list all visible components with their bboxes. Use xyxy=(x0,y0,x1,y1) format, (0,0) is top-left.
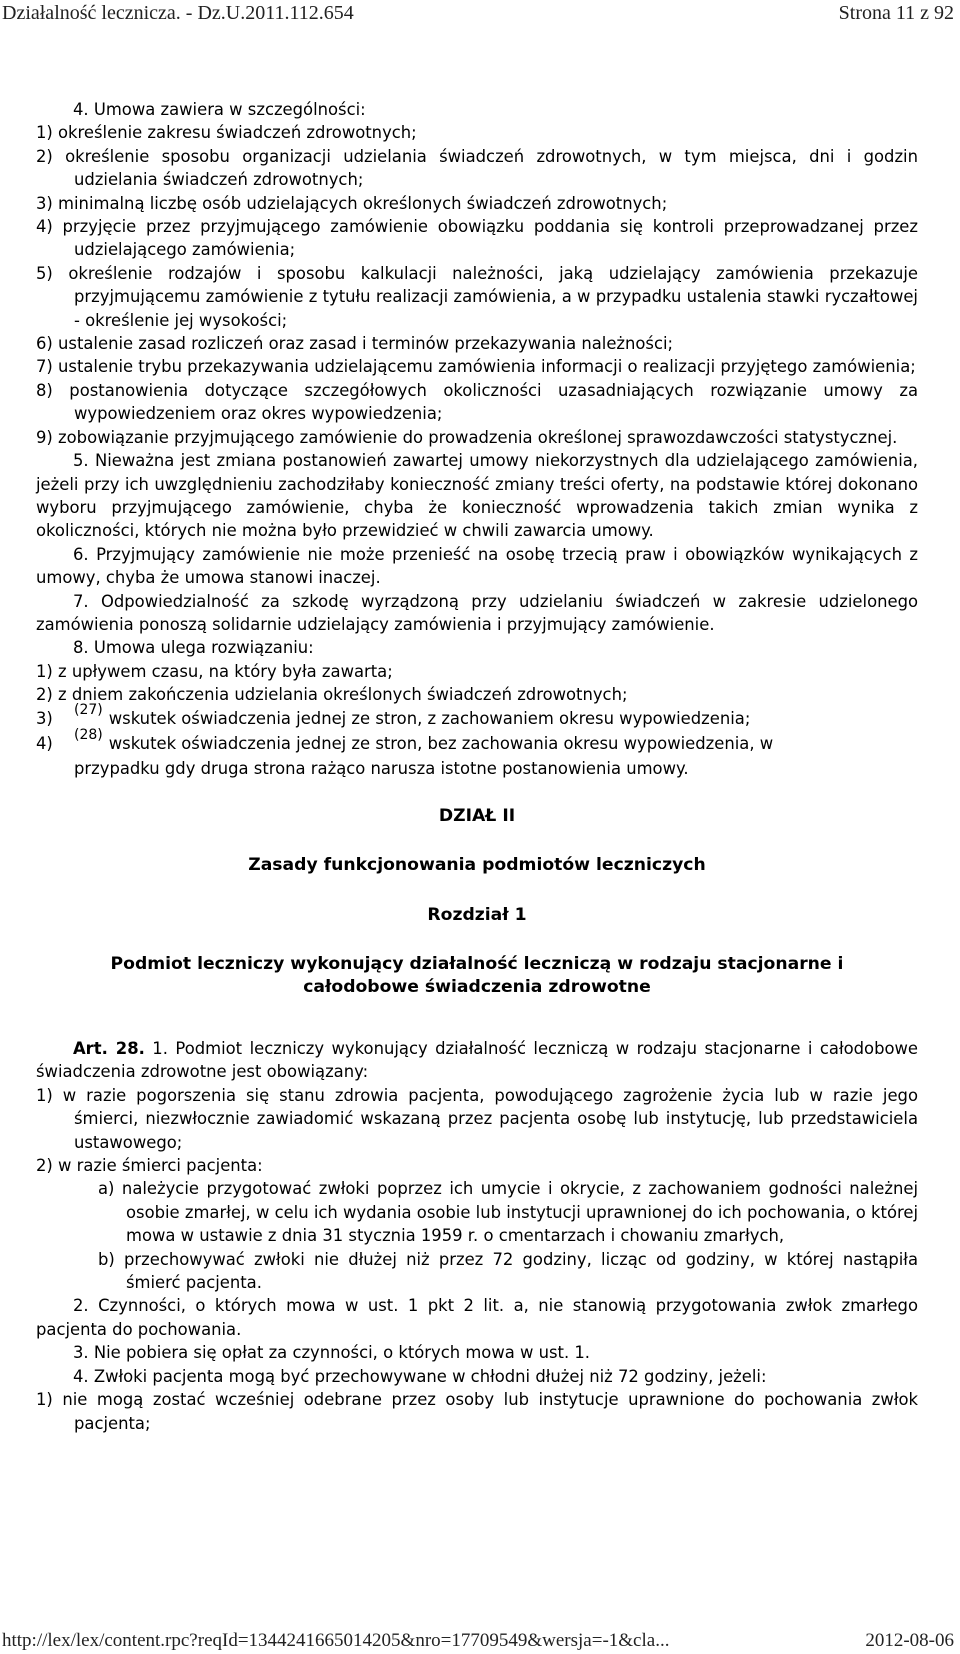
item-text: wskutek oświadczenia jednej ze stron, bez zachowania okresu wypowiedzenia, w xyxy=(108,733,774,753)
paragraph-4-intro: 4. Umowa zawiera w szczególności: xyxy=(73,100,366,119)
amendment-footnote-ref: (27) xyxy=(74,701,103,718)
article-28-paragraph-2: 2. Czynności, o których mowa w ust. 1 pkt 2 lit. a, nie stanowią przygotowania zwłok zmarłego pacjenta do pochowania. xyxy=(36,1296,918,1339)
sub-item: a) należycie przygotować zwłoki poprzez ich umycie i okrycie, z zachowaniem godności należnej osobie zmarłej, w celu ich wydania osobie lub instytucji uprawnionej do ich pochowania, o której mowa w ustawie z dnia 31 stycznia 1959 r. o cmentarzach i chowaniu zmarłych, xyxy=(98,1179,918,1246)
paragraph-8-intro: 8. Umowa ulega rozwiązaniu: xyxy=(73,638,314,658)
list-item: 1) nie mogą zostać wcześniej odebrane przez osoby lub instytucje uprawnione do pochowania zwłok pacjenta; xyxy=(36,1390,918,1433)
item-number: 4) xyxy=(36,733,53,753)
item-text: wskutek oświadczenia jednej ze stron, z zachowaniem okresu wypowiedzenia; xyxy=(108,708,751,728)
paragraph-text: 1. Podmiot leczniczy wykonujący działalność leczniczą w rodzaju stacjonarne i całodobowe świadczenia zdrowotne jest obowiązany: xyxy=(36,1039,918,1082)
list-item: 6) ustalenie zasad rozliczeń oraz zasad i terminów przekazywania należności; xyxy=(36,334,674,354)
page-footer xyxy=(2,1626,954,1652)
list-item: 5) określenie rodzajów i sposobu kalkulacji należności, jaką udzielający zamówienia przekazuje przyjmującemu zamówienie z tytułu realizacji zamówienia, a w przypadku ustalenia stawki ryczałtowej - określenie jej wysokości; xyxy=(36,263,918,330)
article-28-paragraph-4: 4. Zwłoki pacjenta mogą być przechowywane w chłodni dłużej niż 72 godziny, jeżeli: xyxy=(73,1366,767,1386)
chapter-title: Podmiot leczniczy wykonujący działalność leczniczą w rodzaju stacjonarne i całodobowe świadczenia zdrowotne xyxy=(110,954,844,997)
item-number: 3) xyxy=(36,708,53,728)
article-label: Art. 28. xyxy=(73,1039,145,1058)
page-header xyxy=(2,2,954,30)
division-title: Zasady funkcjonowania podmiotów leczniczych xyxy=(248,855,706,876)
list-item: 4) przyjęcie przez przyjmującego zamówienie obowiązku poddania się kontroli przeprowadzanej przez udzielającego zamówienia; xyxy=(36,217,918,260)
paragraph-5: 5. Nieważna jest zmiana postanowień zawartej umowy niekorzystnych dla udzielającego zamówienia, jeżeli przy ich uwzględnieniu zachodziłaby konieczność zmiany treści oferty, na podstawie której dokonano wyboru przyjmującego zamówienie, chyba że konieczność wprowadzenia takich zmian wynika z okoliczności, których nie można było przewidzieć w chwili zawarcia umowy. xyxy=(36,451,918,541)
article-28-paragraph-1 xyxy=(36,1037,918,1084)
amendment-footnote-ref: (28) xyxy=(74,726,103,743)
list-item-amended xyxy=(36,701,918,732)
document-body xyxy=(36,98,918,1435)
paragraph-6: 6. Przyjmujący zamówienie nie może przenieść na osobę trzecią praw i obowiązków wynikających z umowy, chyba że umowa stanowi inaczej. xyxy=(36,544,918,588)
list-item: 2) z dniem zakończenia udzielania określonych świadczeń zdrowotnych; xyxy=(36,685,628,705)
chapter-heading: Rozdział 1 xyxy=(427,904,527,925)
list-item: 1) określenie zakresu świadczeń zdrowotnych; xyxy=(36,123,417,143)
article-28-paragraph-3: 3. Nie pobiera się opłat za czynności, o których mowa w ust. 1. xyxy=(73,1343,591,1363)
sub-item: b) przechowywać zwłoki nie dłużej niż przez 72 godziny, licząc od godziny, w której nastąpiła śmierć pacjenta. xyxy=(98,1249,918,1293)
paragraph-7: 7. Odpowiedzialność za szkodę wyrządzoną przy udzielaniu świadczeń w zakresie udzielonego zamówienia ponoszą solidarnie udzielający zamówienia i przyjmujący zamówienie. xyxy=(36,591,918,634)
print-date: 2012-08-06 xyxy=(865,1630,954,1651)
source-url: http://lex/lex/content.rpc?reqId=1344241665014205&nro=17709549&wersja=-1&cla... xyxy=(2,1630,670,1651)
division-heading: DZIAŁ II xyxy=(438,805,516,826)
list-item: 3) minimalną liczbę osób udzielających określonych świadczeń zdrowotnych; xyxy=(36,193,668,213)
list-item: 9) zobowiązanie przyjmującego zamówienie do prowadzenia określonej sprawozdawczości statystycznej. xyxy=(36,427,898,447)
list-item: 8) postanowienia dotyczące szczegółowych okoliczności uzasadniających rozwiązanie umowy za wypowiedzeniem oraz okres wypowiedzenia; xyxy=(36,380,918,424)
list-item: 2) określenie sposobu organizacji udzielania świadczeń zdrowotnych, w tym miejsca, dni i godzin udzielania świadczeń zdrowotnych; xyxy=(36,146,918,190)
list-item: 1) w razie pogorszenia się stanu zdrowia pacjenta, powodującego zagrożenie życia lub w razie jego śmierci, niezwłocznie zawiadomić wskazaną przez pacjenta osobę lub instytucję, lub przedstawiciela ustawowego; xyxy=(36,1085,918,1152)
list-item-amended xyxy=(36,726,918,757)
page-number: Strona 11 z 92 xyxy=(838,2,954,24)
list-item: 2) w razie śmierci pacjenta: xyxy=(36,1156,263,1176)
list-item: 1) z upływem czasu, na który była zawarta; xyxy=(36,661,393,681)
item-text-continued: przypadku gdy druga strona rażąco narusza istotne postanowienia umowy. xyxy=(74,759,689,779)
document-title: Działalność lecznicza. - Dz.U.2011.112.654 xyxy=(2,2,354,24)
list-item: 7) ustalenie trybu przekazywania udzielającemu zamówienia informacji o realizacji przyjętego zamówienia; xyxy=(36,357,916,377)
